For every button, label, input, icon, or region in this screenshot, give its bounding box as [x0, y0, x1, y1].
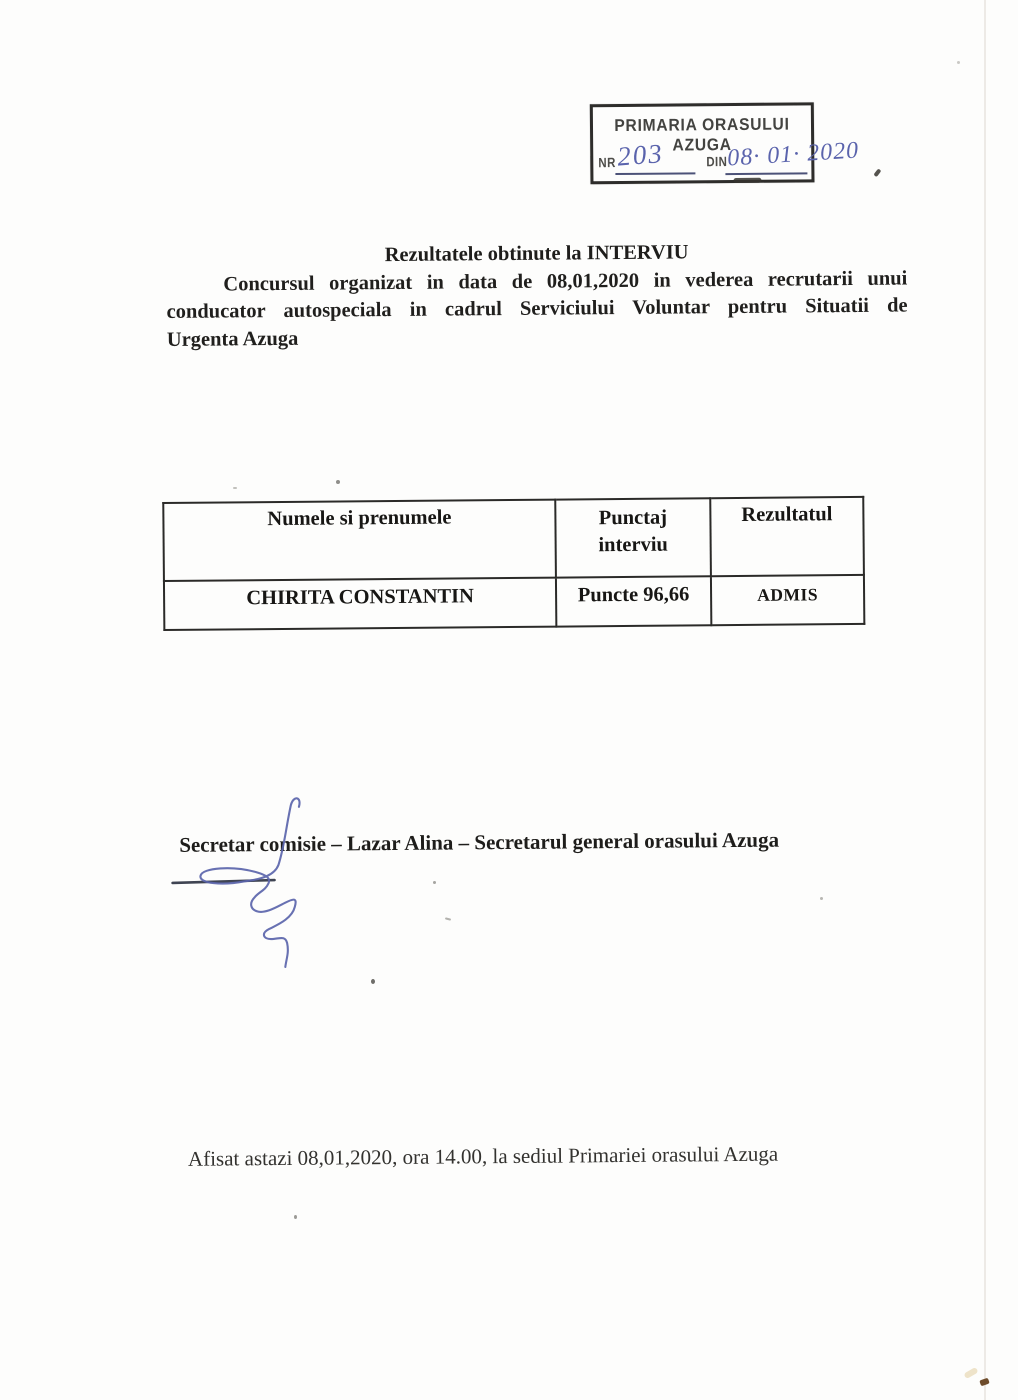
scan-edge-line: [984, 0, 986, 1400]
scan-speck: [294, 1215, 297, 1219]
stamp-underline-date: [725, 172, 807, 175]
handwritten-signature: [164, 795, 336, 981]
header-score: Punctaj interviu: [555, 498, 711, 577]
stamp-stray-mark: [873, 168, 881, 177]
cell-candidate-name: CHIRITA CONSTANTIN: [164, 578, 556, 630]
intro-line-3: Urgenta Azuga: [166, 327, 299, 351]
intro-line-1: Concursul organizat in data de 08,01,2020 in vederea recrutarii unui: [223, 267, 908, 296]
stamp-underline-number: [615, 172, 695, 175]
results-table: [162, 496, 865, 631]
scan-speck: [433, 881, 436, 884]
stamp-nr-label: NR: [598, 155, 616, 171]
intro-line-2: conducator autospeciala in cadrul Serviciului Voluntar pentru Situatii de: [166, 294, 908, 323]
scan-speck: [233, 487, 237, 489]
stamp-handwritten-number: 203: [616, 138, 665, 172]
cell-score: Puncte 96,66: [556, 576, 711, 626]
scan-speck: [957, 61, 960, 64]
header-name: Numele si prenumele: [163, 500, 556, 581]
secretary-line: Secretar comisie – Lazar Alina – Secretarul general orasului Azuga: [179, 827, 780, 857]
page-title: Rezultatele obtinute la INTERVIU: [384, 241, 689, 267]
stamp-ink-blob: [733, 178, 761, 183]
table-header-row: [163, 497, 864, 581]
stamp-din-label: DIN: [706, 154, 728, 170]
scan-speck: [336, 480, 340, 484]
header-result: Rezultatul: [710, 497, 864, 576]
posted-notice-line: Afisat astazi 08,01,2020, ora 14.00, la sediul Primariei orasului Azuga: [187, 1141, 779, 1171]
scan-speck: [820, 897, 823, 900]
table-row: [164, 575, 864, 630]
scan-speck: [371, 979, 375, 984]
registration-stamp: [590, 102, 860, 184]
cell-result: ADMIS: [711, 575, 864, 625]
stamp-organization-name: PRIMARIA ORASULUI AZUGA: [614, 114, 790, 155]
stamp-handwritten-date: 08· 01· 2020: [726, 137, 860, 172]
